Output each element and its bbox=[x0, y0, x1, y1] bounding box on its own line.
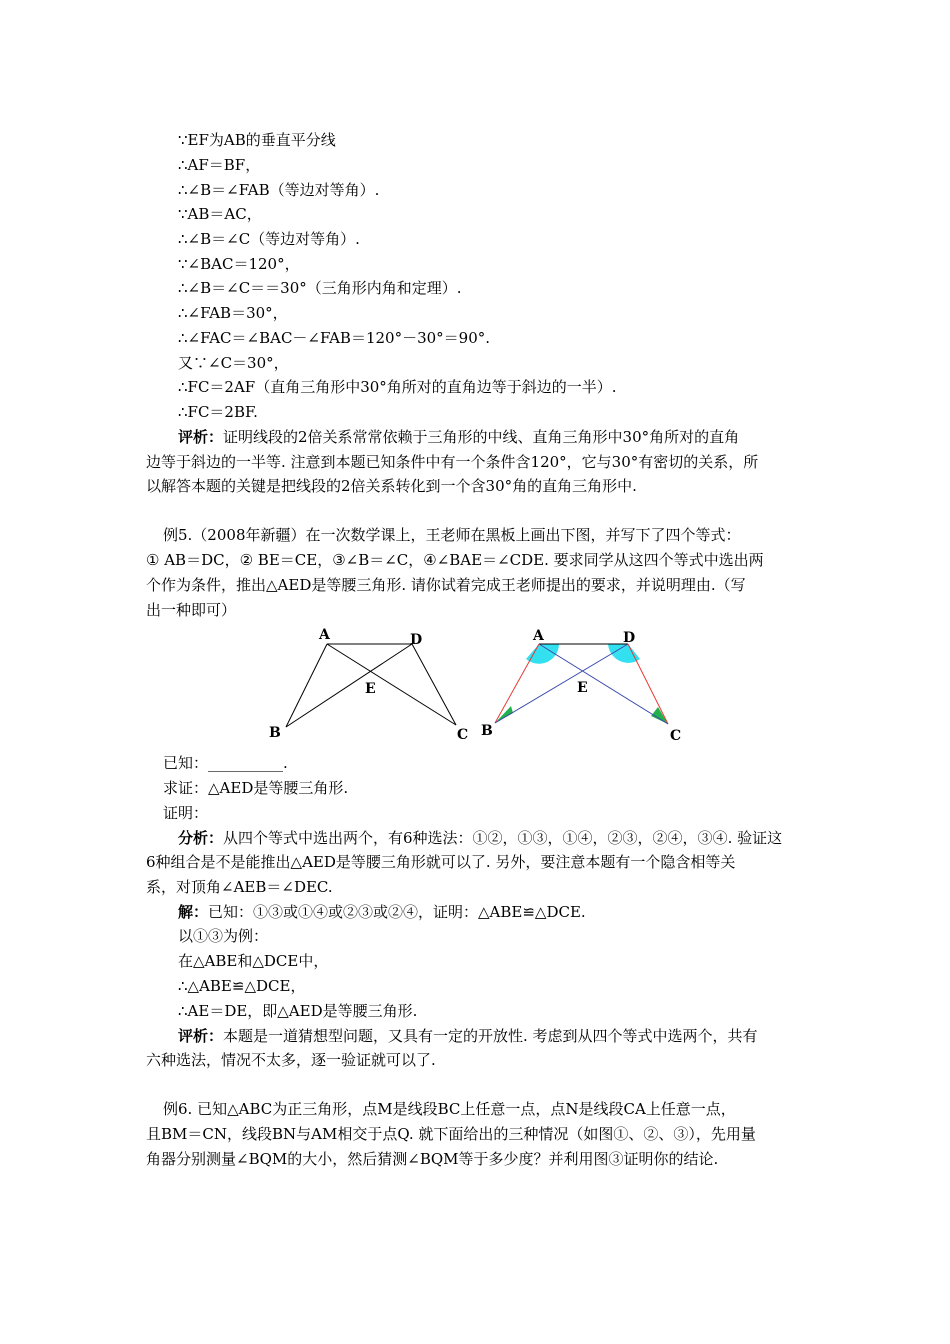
analysis-text: 6种组合是不是能推出△AED是等腰三角形就可以了. 另外，要注意本题有一个隐含相等关 bbox=[146, 853, 736, 871]
comment-label: 评析： bbox=[178, 428, 224, 446]
solution-line: 在△ABE和△DCE中， bbox=[178, 952, 329, 970]
solution-line: ∴△ABE≌△DCE， bbox=[178, 977, 306, 995]
point-label-b: B bbox=[481, 723, 493, 739]
comment-paragraph bbox=[178, 427, 739, 447]
example-heading: 例5.（2008年新疆）在一次数学课上，王老师在黑板上画出下图，并写下了四个等式： bbox=[163, 526, 741, 544]
proof-line: ∴∠B＝∠C（等边对等角）. bbox=[178, 230, 360, 248]
segment-ab bbox=[286, 644, 327, 727]
example-text: ① AB＝DC，② BE＝CE，③∠B＝∠C，④∠BAE＝∠CDE. 要求同学从这四个等式中选出两 bbox=[146, 551, 764, 569]
analysis-label: 分析： bbox=[178, 829, 224, 847]
proof-label: 证明： bbox=[163, 804, 209, 822]
proof-line: ∴∠B＝∠FAB（等边对等角）. bbox=[178, 181, 380, 199]
proof-line: ∴FC＝2AF（直角三角形中30°角所对的直角边等于斜边的一半）. bbox=[178, 378, 617, 396]
comment-text: 六种选法，情况不太多，逐一验证就可以了. bbox=[146, 1051, 436, 1069]
proof-line: ∴∠FAB＝30°， bbox=[178, 304, 288, 322]
point-label-c: C bbox=[670, 728, 682, 744]
point-label-b: B bbox=[269, 725, 281, 741]
given-blank: __________. bbox=[208, 754, 288, 772]
comment-text: 证明线段的2倍关系常常依赖于三角形的中线、直角三角形中30°角所对的直角 bbox=[223, 428, 740, 446]
segment-ab bbox=[495, 644, 539, 723]
proof-line: ∵∠BAC＝120°， bbox=[178, 255, 300, 273]
example-text: 且BM＝CN，线段BN与AM相交于点Q. 就下面给出的三种情况（如图①、②、③），先用量 bbox=[146, 1125, 756, 1143]
segment-dc bbox=[412, 644, 456, 725]
point-label-e: E bbox=[577, 680, 588, 696]
example-heading: 例6. 已知△ABC为正三角形，点M是线段BC上任意一点，点N是线段CA上任意一点， bbox=[163, 1100, 736, 1118]
analysis-text: 系，对顶角∠AEB＝∠DEC. bbox=[146, 878, 333, 896]
solution-label: 解： bbox=[178, 903, 209, 921]
point-label-d: D bbox=[623, 630, 636, 646]
solution-paragraph bbox=[178, 902, 586, 922]
proof-line: ∴∠FAC＝∠BAC－∠FAB＝120°－30°＝90°. bbox=[178, 329, 491, 347]
segment-db bbox=[495, 644, 628, 723]
solution-line: ∴AE＝DE，即△AED是等腰三角形. bbox=[178, 1002, 418, 1020]
angle-b-mark bbox=[495, 706, 513, 723]
proof-line: ∴∠B＝∠C＝＝30°（三角形内角和定理）. bbox=[178, 279, 462, 297]
segment-ac bbox=[327, 644, 456, 725]
proof-line: ∴AF＝BF， bbox=[178, 156, 261, 174]
solution-line: 以①③为例： bbox=[178, 927, 269, 945]
example-text: 个作为条件，推出△AED是等腰三角形. 请你试着完成王老师提出的要求，并说明理由.（写 bbox=[146, 576, 746, 594]
proof-line: 又∵∠C＝30°， bbox=[178, 354, 289, 372]
given-label: 已知： bbox=[163, 754, 209, 772]
given-line bbox=[163, 753, 288, 773]
prove-line: 求证：△AED是等腰三角形. bbox=[163, 779, 349, 797]
comment-text: 边等于斜边的一半等. 注意到本题已知条件中有一个条件含120°，它与30°有密切的关系，所 bbox=[146, 453, 759, 471]
point-label-c: C bbox=[457, 727, 469, 743]
point-label-d: D bbox=[410, 632, 423, 648]
analysis-text: 从四个等式中选出两个，有6种选法：①②，①③，①④，②③，②④，③④. 验证这 bbox=[223, 829, 783, 847]
comment-paragraph bbox=[178, 1026, 758, 1046]
comment-text: 本题是一道猜想型问题，又具有一定的开放性. 考虑到从四个等式中选两个，共有 bbox=[223, 1027, 758, 1045]
proof-line: ∵AB＝AC， bbox=[178, 205, 262, 223]
point-label-a: A bbox=[319, 627, 330, 643]
solution-text: 已知：①③或①④或②③或②④，证明：△ABE≌△DCE. bbox=[208, 903, 586, 921]
example-text: 出一种即可） bbox=[146, 601, 237, 619]
comment-text: 以解答本题的关键是把线段的2倍关系转化到一个含30°角的直角三角形中. bbox=[146, 477, 637, 495]
proof-line: ∴FC＝2BF. bbox=[178, 403, 258, 421]
example-text: 角器分别测量∠BQM的大小，然后猜测∠BQM等于多少度？并利用图③证明你的结论. bbox=[146, 1150, 719, 1168]
point-label-e: E bbox=[365, 681, 376, 697]
segment-ac bbox=[539, 644, 668, 724]
point-label-a: A bbox=[533, 628, 544, 644]
analysis-paragraph bbox=[178, 828, 782, 848]
geometry-figure-colored bbox=[478, 622, 698, 747]
comment-label: 评析： bbox=[178, 1027, 224, 1045]
geometry-figure-plain bbox=[260, 622, 480, 747]
proof-line: ∵EF为AB的垂直平分线 bbox=[178, 131, 336, 149]
